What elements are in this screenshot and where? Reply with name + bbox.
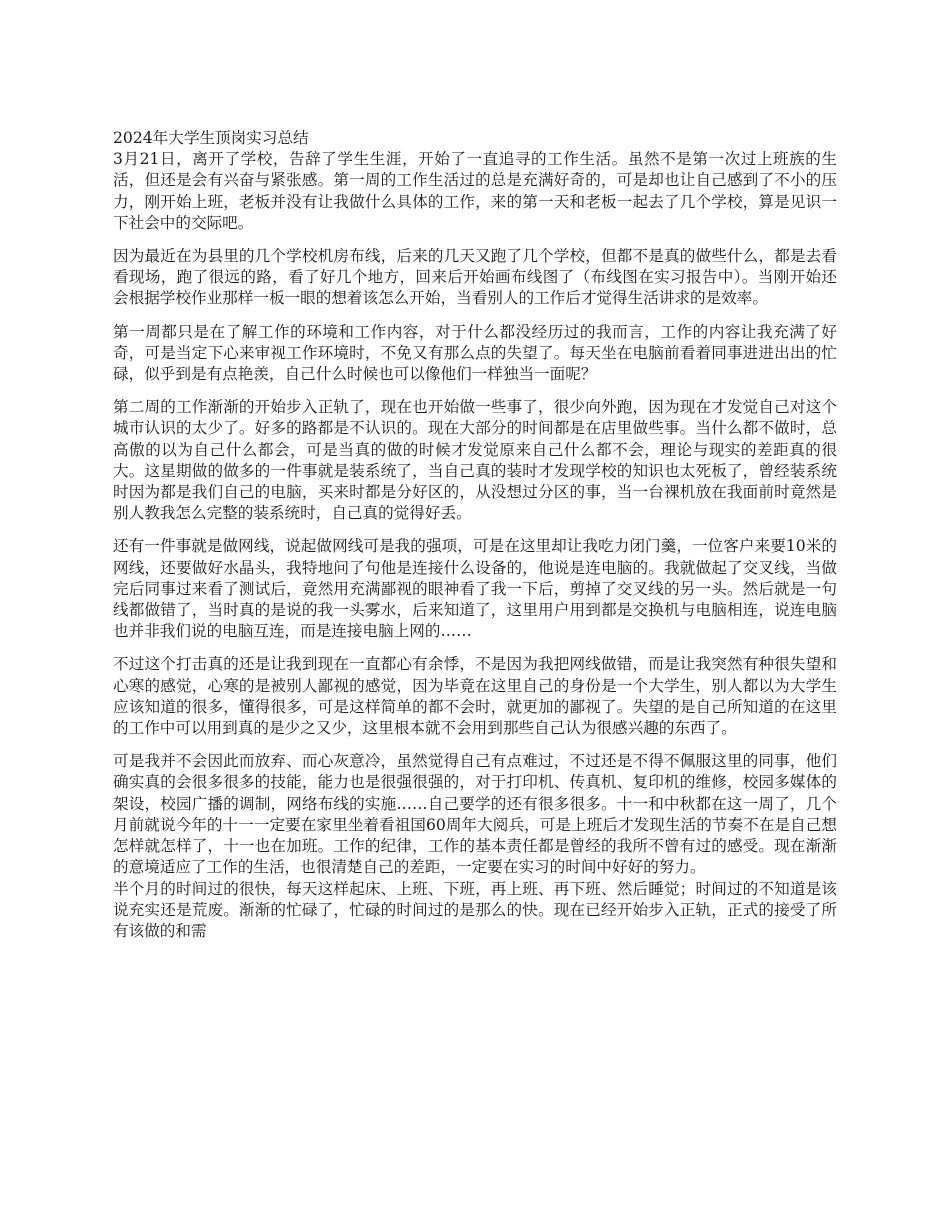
document-title: 2024年大学生顶岗实习总结 xyxy=(113,129,309,147)
paragraph-5: 还有一件事就是做网线，说起做网线可是我的强项，可是在这里却让我吃力闭门羹，一位客户来要10米的网线，还要做好水晶头，我特地问了句他是连接什么设备的，他说是连电脑的。我就做起了交叉线，当做完后同事过来看了测试后，竟然用充满鄙视的眼神看了我一下后，剪掉了交叉线的另一头。然后就是一句线都做错了，当时真的是说的我一头雾水，后来知道了，这里用户用到都是交换机与电脑相连，说连电脑也并非我们说的电脑互连，而是连接电脑上网的…… xyxy=(113,537,837,641)
paragraph-6: 不过这个打击真的还是让我到现在一直都心有余悸，不是因为我把网线做错，而是让我突然有种很失望和心寒的感觉，心寒的是被别人鄙视的感觉，因为毕竟在这里自己的身份是一个大学生，别人都以为大学生应该知道的很多，懂得很多，可是这样简单的都不会时，就更加的鄙视了。失望的是自己所知道的在这里的工作中可以用到真的是少之又少，这里根本就不会用到那些自己认为很感兴趣的东西了。 xyxy=(113,655,837,738)
paragraph-3: 第一周都只是在了解工作的环境和工作内容，对于什么都没经历过的我而言，工作的内容让我充满了好奇，可是当定下心来审视工作环境时，不免又有那么点的失望了。每天坐在电脑前看着同事进进出出的忙碌，似乎到是有点艳羡，自己什么时候也可以像他们一样独当一面呢？ xyxy=(113,322,837,384)
document-body xyxy=(113,128,837,942)
paragraph-4: 第二周的工作渐渐的开始步入正轨了，现在也开始做一些事了，很少向外跑，因为现在才发觉自己对这个城市认识的太少了。好多的路都是不认识的。现在大部分的时间都是在店里做些事。当什么都不做时，总高傲的以为自己什么都会，可是当真的做的时候才发觉原来自己什么都不会，理论与现实的差距真的很大。这星期做的做多的一件事就是装系统了，当自己真的装时才发现学校的知识也太死板了，曾经装系统时因为都是我们自己的电脑，买来时都是分好区的，从没想过分区的事，当一台裸机放在我面前时竟然是别人教我怎么完整的装系统时，自己真的觉得好丢。 xyxy=(113,398,837,523)
paragraph-8: 半个月的时间过的很快，每天这样起床、上班、下班，再上班、再下班、然后睡觉；时间过的不知道是该说充实还是荒废。渐渐的忙碌了，忙碌的时间过的是那么的快。现在已经开始步入正轨，正式的接受了所有该做的和需 xyxy=(113,879,837,940)
paragraph-7: 可是我并不会因此而放弃、而心灰意冷，虽然觉得自己有点难过，不过还是不得不佩服这里的同事，他们确实真的会很多很多的技能，能力也是很强很强的，对于打印机、传真机、复印机的维修，校园多媒体的架设，校园广播的调制，网络布线的实施……自己要学的还有很多很多。十一和中秋都在这一周了，几个月前就说今年的十一一定要在家里坐着看祖国60周年大阅兵，可是上班后才发现生活的节奏不在是自己想怎样就怎样了，十一也在加班。工作的纪律，工作的基本责任都是曾经的我所不曾有过的感受。现在渐渐的意境适应了工作的生活，也很清楚自己的差距，一定要在实习的时间中好好的努力。 xyxy=(113,752,837,877)
paragraph-1: 3月21日，离开了学校，告辞了学生生涯，开始了一直追寻的工作生活。虽然不是第一次过上班族的生活，但还是会有兴奋与紧张感。第一周的工作生活过的总是充满好奇的，可是却也让自己感到了不小的压力，刚开始上班，老板并没有让我做什么具体的工作，来的第一天和老板一起去了几个学校，算是见识一下社会中的交际吧。 xyxy=(113,150,837,232)
paragraph-2: 因为最近在为县里的几个学校机房布线，后来的几天又跑了几个学校，但都不是真的做些什么，都是去看看现场，跑了很远的路，看了好几个地方，回来后开始画布线图了（布线图在实习报告中）。当刚开始还会根据学校作业那样一板一眼的想着该怎么开始，当看别人的工作后才觉得生活讲求的是效率。 xyxy=(113,247,837,308)
